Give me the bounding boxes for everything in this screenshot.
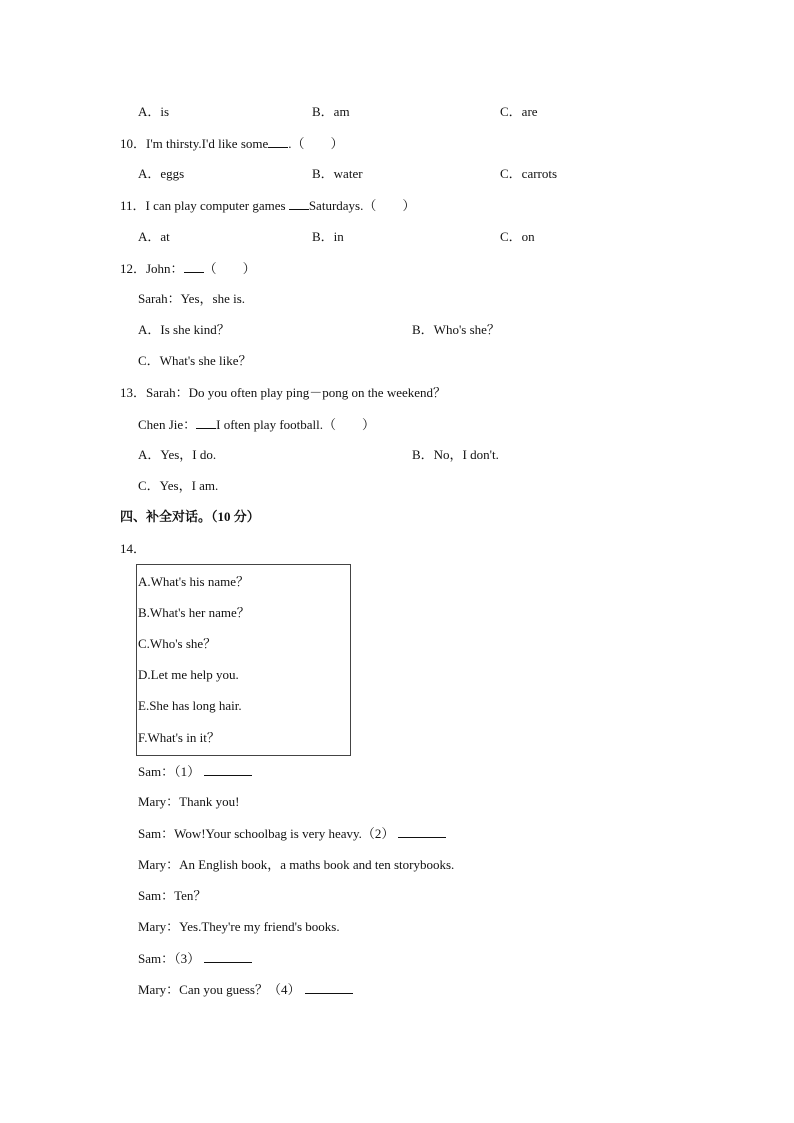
dialogue-blank-2 [398,825,446,838]
dialogue-line-7 [138,950,252,967]
q13-question: 13．Sarah：Do you often play ping－pong on the weekend？ [120,385,447,400]
q12-option-a: A．Is she kind？ [138,322,230,337]
dialogue-text-8: Mary：Can you guess？（4） [138,982,301,997]
q11-option-c: C．on [500,229,535,244]
q10-option-c: C．carrots [500,166,558,181]
dialogue-line-2: Mary：Thank you! [138,794,240,809]
dialogue-line-1 [138,763,252,780]
q11-question [120,197,415,214]
q12-prompt: 12．John： [120,261,184,276]
q9-option-c: C．are [500,104,538,119]
dialogue-line-3 [138,825,446,842]
q10-suffix: .（ ） [288,136,344,151]
dialogue-blank-4 [305,981,353,994]
q14-number: 14． [120,541,147,556]
q10-option-b: B．water [312,166,363,181]
box-option-d: D.Let me help you. [138,667,239,682]
box-option-a: A.What's his name？ [138,574,250,589]
dialogue-text-3: Sam：Wow!Your schoolbag is very heavy.（2） [138,826,395,841]
options-box [136,564,351,756]
dialogue-line-5: Sam：Ten？ [138,888,207,903]
q11-option-b: B．in [312,229,344,244]
box-option-b: B.What's her name？ [138,605,250,620]
dialogue-line-6: Mary：Yes.They're my friend's books. [138,919,340,934]
box-option-f: F.What's in it？ [138,730,220,745]
q11-option-a: A．at [138,229,170,244]
q13-reply-prefix: Chen Jie： [138,417,197,432]
q13-blank [196,416,216,429]
q12-suffix: （ ） [203,261,256,276]
dialogue-blank-3 [204,950,252,963]
dialogue-text-1: Sam：（1） [138,764,201,779]
q12-blank [184,260,204,273]
q9-option-a: A．is [138,104,170,119]
q10-prompt: 10．I'm thirsty.I'd like some [120,136,269,151]
section-heading: 四、补全对话。（10 分） [120,509,260,524]
q12-question [120,260,256,277]
q12-reply: Sarah：Yes，she is. [138,291,246,306]
q10-blank [268,135,288,148]
q12-option-b: B．Who's she？ [412,322,500,337]
q11-blank [289,197,309,210]
q10-question [120,135,344,152]
q13-option-a: A．Yes，I do. [138,447,217,462]
box-option-c: C.Who's she？ [138,636,217,651]
q12-option-c: C．What's she like？ [138,353,252,368]
q11-prompt: 11．I can play computer games [120,198,286,213]
q13-option-b: B．No，I don't. [412,447,499,462]
q10-option-a: A．eggs [138,166,185,181]
box-option-e: E.She has long hair. [138,698,242,713]
dialogue-line-4: Mary：An English book，a maths book and ten storybooks. [138,857,455,872]
q13-reply-suffix: I often play football.（ ） [216,417,375,432]
q11-suffix: Saturdays.（ ） [308,198,416,213]
dialogue-blank-1 [204,763,252,776]
dialogue-text-7: Sam：（3） [138,951,201,966]
dialogue-line-8 [138,981,353,998]
q9-option-b: B．am [312,104,350,119]
q13-reply [138,416,375,433]
q13-option-c: C．Yes，I am. [138,478,219,493]
